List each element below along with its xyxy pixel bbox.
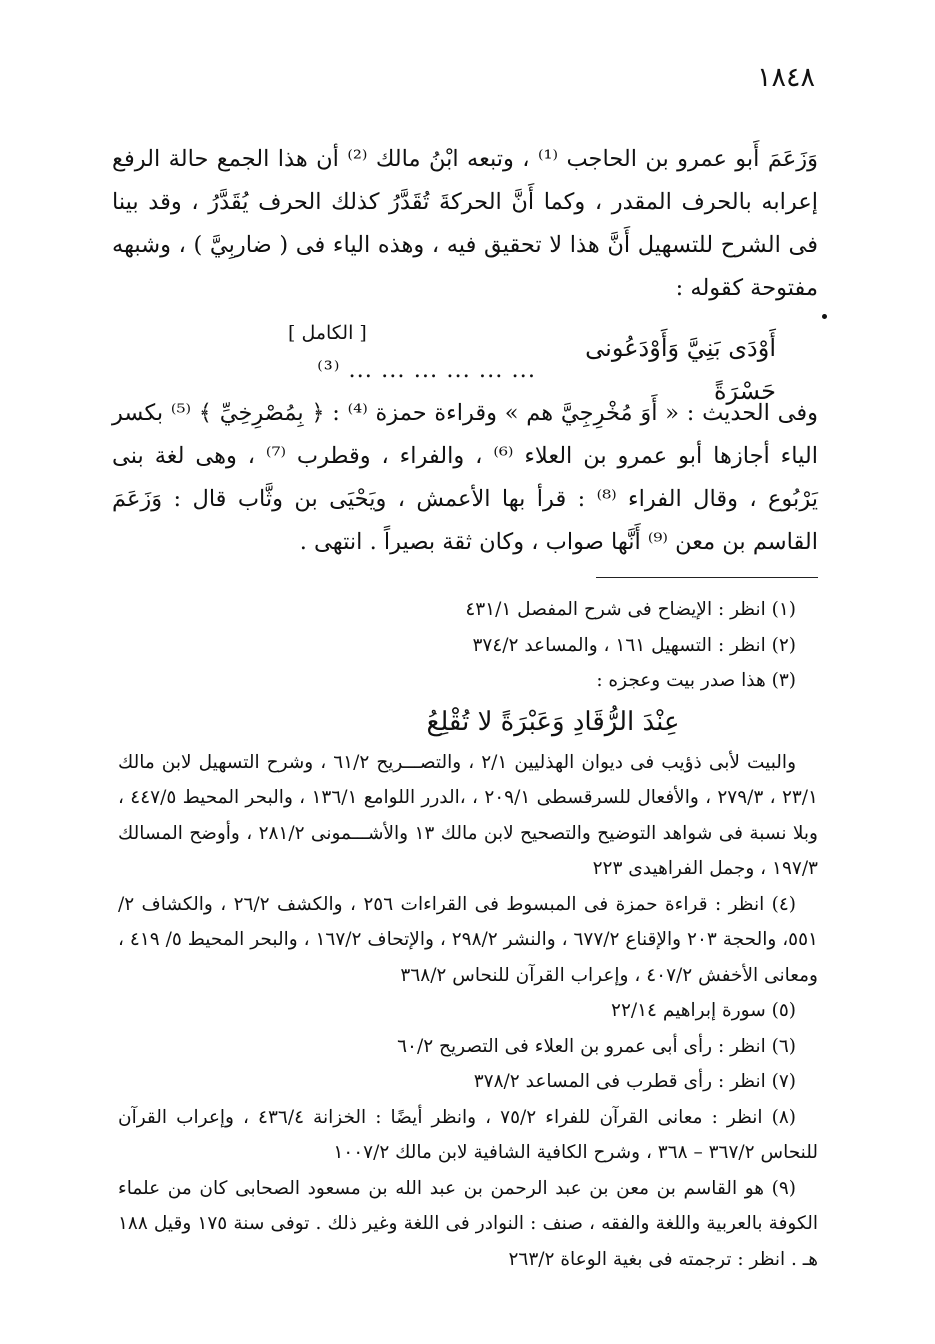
footnote-3-intro: (٣) هذا صدر بيت وعجزه : bbox=[596, 670, 796, 691]
meter-row bbox=[112, 310, 818, 348]
main-paragraph-1: وَزَعَمَ أَبو عمرو بن الحاجب ⁽¹⁾ ، وتبعه ابْنُ مالك ⁽²⁾ أن هذا الجمع حالة الرفع إعرابه بالحرف المقدر ، وكما أَنَّ الحركةَ تُقَدَّرُ كذلك الحرف يُقَدَّرُ ، وقد بينا فى الشرح للتسهيل أَنَّ هذا لا تحقيق فيه ، وهذه الياء فى ( ضاربِيَّ ) ، وشبهه مفتوحة كقوله : bbox=[112, 146, 818, 301]
verse-first-hemistich: أَوْدَى بَنِيَّ وَأَوْدَعُونى حَسْرَةً bbox=[585, 334, 776, 405]
footnote-4: (٤) انظر : قراءة حمزة فى المبسوط فى القراءات ٢٥٦ ، والكشف ٢٦/٢ ، والكشاف ٢/ ٥٥١، والحجة ٢٠٣ والإقناع ٦٧٧/٢ ، والنشر ٢٩٨/٢ ، والإتحاف ١٦٧/٢ ، والبحر المحيط ٥/ ٤١٩ ، ومعانى الأخفش ٤٠٧/٢ ، وإعراب القرآن للنحاس ٣٦٨/٢ bbox=[118, 893, 818, 986]
footnote-7: (٧) انظر : رأى قطرب فى المساعد ٣٧٨/٢ bbox=[473, 1071, 796, 1092]
footnote-9: (٩) هو القاسم بن معن بن عبد الرحمن بن عبد الله بن مسعود الصحابى كان من علماء الكوفة بالعربية واللغة والفقه ، صنف : النوادر فى اللغة وغير ذلك . توفى سنة ١٧٥ وقيل ١٨٨ هـ . انظر : ترجمته فى بغية الوعاة ٢٦٣/٢ bbox=[118, 1177, 818, 1270]
footnote-5: (٥) سورة إبراهيم ٢٢/١٤ bbox=[611, 1000, 796, 1021]
footnote-3-body: والبيت لأبى ذؤيب فى ديوان الهذليين ٢/١ ، والتصـــريح ٦١/٢ ، وشرح التسهيل لابن مالك ٢٣/١ ، ٢٧٩/٣ ، والأفعال للسرقسطى ٢٠٩/١ ، ،الدرر اللوامع ١٣٦/١ ، والبحر المحيط ٤٤٧/٥ ، وبلا نسبة فى شواهد التوضيح والتصحيح لابن مالك ١٣ والأشـــمونى ٢٨١/٢ ، وأوضح المسالك ١٩٧/٣ ، وجمل الفراهيدى ٢٢٣ bbox=[118, 751, 818, 879]
footnote-8: (٨) انظر : معانى القرآن للفراء ٧٥/٢ ، وانظر أيضًا : الخزانة ٤٣٦/٤ ، وإعراب القرآن للنحاس ٣٦٧/٢ – ٣٦٨ ، وشرح الكافية الشافية لابن مالك ١٠٠٧/٢ bbox=[118, 1106, 818, 1163]
page-number: ١٨٤٨ bbox=[756, 62, 815, 93]
footnotes bbox=[118, 592, 818, 1277]
poetic-meter-label: [ الكامل ] bbox=[288, 322, 367, 344]
main-text bbox=[112, 138, 818, 564]
margin-dot bbox=[822, 314, 827, 319]
footnote-3-verse: عِنْدَ الرُّقَادِ وَعَبْرَةً لا تُقْلِعُ bbox=[426, 706, 680, 737]
footnote-separator bbox=[596, 577, 818, 578]
main-paragraph-2: وفى الحديث : « أَوَ مُخْرِجِيَّ هم » وقراءة حمزة ⁽⁴⁾ : ﴿ بِمُصْرِخِيِّ ﴾ ⁽⁵⁾ بكسر الياء أجازها أبو عمرو بن العلاء ⁽⁶⁾ ، والفراء ، وقطرب ⁽⁷⁾ ، وهى لغة بنى يَرْبُوع ، وقال الفراء ⁽⁸⁾ : قرأ بها الأعمش ، ويَحْيَى بن وثَّاب قال : وَزَعَمَ القاسم بن معن ⁽⁹⁾ أَنَّها صواب ، وكان ثقة بصيراً . انتهى . bbox=[112, 400, 819, 555]
verse-second-hemistich: ... ... ... ... ... ... ⁽³⁾ bbox=[317, 356, 536, 383]
footnote-1: (١) انظر : الإيضاح فى شرح المفصل ٤٣١/١ bbox=[465, 599, 796, 620]
footnote-2: (٢) انظر : التسهيل ١٦١ ، والمساعد ٣٧٤/٢ bbox=[472, 634, 796, 656]
poetry-verse bbox=[112, 334, 818, 405]
footnote-6: (٦) انظر : رأى أبى عمرو بن العلاء فى التصريح ٦٠/٢ bbox=[397, 1035, 796, 1057]
